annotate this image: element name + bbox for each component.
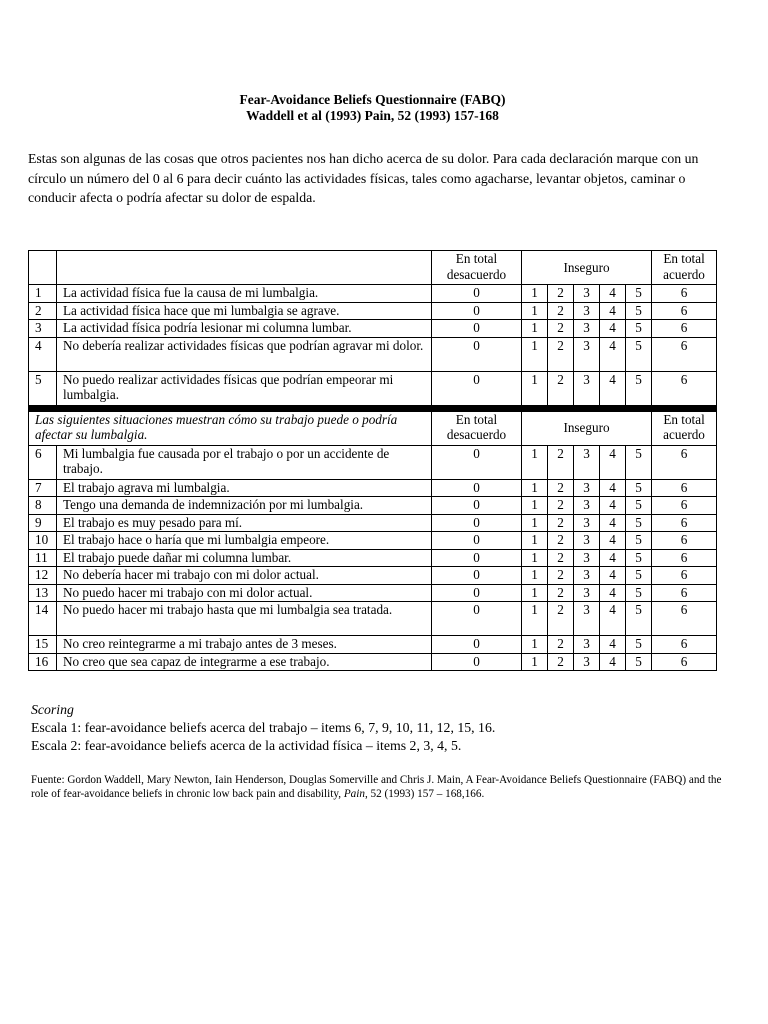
instructions-paragraph: Estas son algunas de las cosas que otros pacientes nos han dicho acerca de su dolor. Para cada declaración marque con un círculo un número del 0 al 6 para decir cuánto las actividades físicas, tales como agacharse, levantar objetos, caminar o conducir afecta o podría afectar su dolor de espalda.	[28, 151, 699, 205]
scale-option-0[interactable]: 0	[432, 479, 522, 497]
question-number: 15	[29, 636, 57, 654]
scale-option-4[interactable]: 4	[600, 514, 626, 532]
scoring-section	[31, 701, 495, 755]
scale-option-3[interactable]: 3	[574, 532, 600, 550]
scale-option-4[interactable]: 4	[600, 653, 626, 671]
scale-option-3[interactable]: 3	[574, 567, 600, 585]
title-line-2: Waddell et al (1993) Pain, 52 (1993) 157-168	[246, 108, 499, 123]
scale-option-6[interactable]: 6	[652, 497, 717, 515]
scale-option-5[interactable]: 5	[626, 636, 652, 654]
scale-option-0[interactable]: 0	[432, 584, 522, 602]
question-text: La actividad física hace que mi lumbalgia se agrave.	[57, 302, 432, 320]
title-line-1: Fear-Avoidance Beliefs Questionnaire (FABQ)	[239, 92, 506, 107]
scale-option-2[interactable]: 2	[548, 514, 574, 532]
scale-option-2[interactable]: 2	[548, 337, 574, 371]
scale-option-5[interactable]: 5	[626, 532, 652, 550]
scale-option-0[interactable]: 0	[432, 549, 522, 567]
scale-option-0[interactable]: 0	[432, 636, 522, 654]
scale-option-2[interactable]: 2	[548, 636, 574, 654]
column-header-disagree: En total desacuerdo	[432, 251, 522, 285]
scale-option-3[interactable]: 3	[574, 653, 600, 671]
question-row	[29, 337, 717, 371]
question-text: El trabajo es muy pesado para mí.	[57, 514, 432, 532]
scale-option-4[interactable]: 4	[600, 320, 626, 338]
scale-option-6[interactable]: 6	[652, 514, 717, 532]
question-number: 5	[29, 371, 57, 405]
scale-option-1[interactable]: 1	[522, 636, 548, 654]
scale-option-4[interactable]: 4	[600, 445, 626, 479]
scale-option-1[interactable]: 1	[522, 549, 548, 567]
column-header-agree: En total acuerdo	[652, 251, 717, 285]
question-number: 14	[29, 602, 57, 636]
column-header-unsure: Inseguro	[522, 411, 652, 445]
question-row	[29, 532, 717, 550]
question-number: 10	[29, 532, 57, 550]
question-number: 9	[29, 514, 57, 532]
scale-option-4[interactable]: 4	[600, 479, 626, 497]
question-row	[29, 567, 717, 585]
scale-option-1[interactable]: 1	[522, 337, 548, 371]
question-row	[29, 584, 717, 602]
question-row	[29, 602, 717, 636]
scale-option-4[interactable]: 4	[600, 584, 626, 602]
citation-details: , 52 (1993) 157 – 168,166.	[364, 788, 485, 800]
scale-option-1[interactable]: 1	[522, 320, 548, 338]
scale-option-3[interactable]: 3	[574, 337, 600, 371]
scale-option-4[interactable]: 4	[600, 602, 626, 636]
scale-option-3[interactable]: 3	[574, 584, 600, 602]
question-number: 4	[29, 337, 57, 371]
question-row	[29, 320, 717, 338]
question-number: 6	[29, 445, 57, 479]
scale-option-6[interactable]: 6	[652, 302, 717, 320]
scale-option-3[interactable]: 3	[574, 636, 600, 654]
question-row	[29, 514, 717, 532]
question-text: El trabajo hace o haría que mi lumbalgia empeore.	[57, 532, 432, 550]
number-header-cell	[29, 251, 57, 285]
question-text: No debería hacer mi trabajo con mi dolor actual.	[57, 567, 432, 585]
scale-option-1[interactable]: 1	[522, 602, 548, 636]
scale-option-4[interactable]: 4	[600, 371, 626, 405]
scale-option-2[interactable]: 2	[548, 602, 574, 636]
citation-text: Fuente: Gordon Waddell, Mary Newton, Iain Henderson, Douglas Somerville and Chris J. Main, A Fear-Avoidance Beliefs Questionnaire (FABQ) and the role of fear-avoidance beliefs in chronic low back pain and disability,	[31, 774, 722, 800]
scale-option-5[interactable]: 5	[626, 514, 652, 532]
scale-option-2[interactable]: 2	[548, 549, 574, 567]
scale-option-4[interactable]: 4	[600, 302, 626, 320]
question-number: 13	[29, 584, 57, 602]
scale-option-4[interactable]: 4	[600, 549, 626, 567]
question-text: La actividad física podría lesionar mi columna lumbar.	[57, 320, 432, 338]
document-title	[0, 92, 745, 124]
scale-option-6[interactable]: 6	[652, 320, 717, 338]
scale-option-3[interactable]: 3	[574, 302, 600, 320]
question-row	[29, 636, 717, 654]
scale-option-4[interactable]: 4	[600, 532, 626, 550]
scale-option-6[interactable]: 6	[652, 532, 717, 550]
table-header-row	[29, 251, 717, 285]
scale-option-2[interactable]: 2	[548, 285, 574, 303]
scale-option-5[interactable]: 5	[626, 602, 652, 636]
scale-option-3[interactable]: 3	[574, 445, 600, 479]
fabq-questionnaire-table	[28, 250, 717, 671]
scoring-label: Scoring	[31, 702, 74, 717]
scale-option-0[interactable]: 0	[432, 602, 522, 636]
column-header-unsure: Inseguro	[522, 251, 652, 285]
column-header-disagree: En total desacuerdo	[432, 411, 522, 445]
scale-option-3[interactable]: 3	[574, 479, 600, 497]
question-number: 11	[29, 549, 57, 567]
question-row	[29, 479, 717, 497]
question-text: La actividad física fue la causa de mi lumbalgia.	[57, 285, 432, 303]
question-row	[29, 285, 717, 303]
scale-option-0[interactable]: 0	[432, 371, 522, 405]
scoring-scale-1: Escala 1: fear-avoidance beliefs acerca del trabajo – items 6, 7, 9, 10, 11, 12, 15, 16.	[31, 720, 496, 735]
question-text: Mi lumbalgia fue causada por el trabajo o por un accidente de trabajo.	[57, 445, 432, 479]
scale-option-0[interactable]: 0	[432, 532, 522, 550]
scale-option-5[interactable]: 5	[626, 497, 652, 515]
scale-option-5[interactable]: 5	[626, 302, 652, 320]
statement-header-cell	[57, 251, 432, 285]
scale-option-0[interactable]: 0	[432, 497, 522, 515]
scale-option-6[interactable]: 6	[652, 549, 717, 567]
scale-option-2[interactable]: 2	[548, 371, 574, 405]
scale-option-0[interactable]: 0	[432, 514, 522, 532]
scale-option-3[interactable]: 3	[574, 285, 600, 303]
scale-option-1[interactable]: 1	[522, 302, 548, 320]
question-text: No puedo hacer mi trabajo con mi dolor actual.	[57, 584, 432, 602]
scale-option-6[interactable]: 6	[652, 567, 717, 585]
scale-option-4[interactable]: 4	[600, 567, 626, 585]
scale-option-5[interactable]: 5	[626, 337, 652, 371]
scale-option-1[interactable]: 1	[522, 584, 548, 602]
scale-option-2[interactable]: 2	[548, 320, 574, 338]
scale-option-0[interactable]: 0	[432, 320, 522, 338]
scale-option-6[interactable]: 6	[652, 653, 717, 671]
work-section-heading: Las siguientes situaciones muestran cómo su trabajo puede o podría afectar su lumbalgia.	[29, 411, 432, 445]
scale-option-1[interactable]: 1	[522, 497, 548, 515]
question-text: No puedo realizar actividades físicas que podrían empeorar mi lumbalgia.	[57, 371, 432, 405]
scale-option-5[interactable]: 5	[626, 320, 652, 338]
question-row	[29, 302, 717, 320]
question-text: El trabajo agrava mi lumbalgia.	[57, 479, 432, 497]
scale-option-2[interactable]: 2	[548, 445, 574, 479]
work-section-header-row	[29, 411, 717, 445]
scale-option-4[interactable]: 4	[600, 636, 626, 654]
scale-option-1[interactable]: 1	[522, 532, 548, 550]
scale-option-0[interactable]: 0	[432, 285, 522, 303]
scale-option-3[interactable]: 3	[574, 602, 600, 636]
scale-option-6[interactable]: 6	[652, 371, 717, 405]
citation-journal: Pain	[343, 788, 365, 800]
scale-option-6[interactable]: 6	[652, 445, 717, 479]
scale-option-5[interactable]: 5	[626, 445, 652, 479]
question-row	[29, 497, 717, 515]
scale-option-5[interactable]: 5	[626, 653, 652, 671]
question-number: 12	[29, 567, 57, 585]
scale-option-1[interactable]: 1	[522, 514, 548, 532]
scale-option-1[interactable]: 1	[522, 371, 548, 405]
scale-option-1[interactable]: 1	[522, 653, 548, 671]
scale-option-4[interactable]: 4	[600, 285, 626, 303]
question-text: No debería realizar actividades físicas que podrían agravar mi dolor.	[57, 337, 432, 371]
question-text: No creo reintegrarme a mi trabajo antes de 3 meses.	[57, 636, 432, 654]
source-citation	[31, 773, 736, 801]
question-number: 7	[29, 479, 57, 497]
question-row	[29, 653, 717, 671]
scale-option-0[interactable]: 0	[432, 337, 522, 371]
question-number: 2	[29, 302, 57, 320]
scale-option-1[interactable]: 1	[522, 445, 548, 479]
question-text: Tengo una demanda de indemnización por mi lumbalgia.	[57, 497, 432, 515]
question-number: 16	[29, 653, 57, 671]
question-row	[29, 445, 717, 479]
scale-option-0[interactable]: 0	[432, 302, 522, 320]
question-text: No creo que sea capaz de integrarme a ese trabajo.	[57, 653, 432, 671]
scale-option-6[interactable]: 6	[652, 479, 717, 497]
scale-option-5[interactable]: 5	[626, 567, 652, 585]
scale-option-2[interactable]: 2	[548, 567, 574, 585]
scale-option-4[interactable]: 4	[600, 337, 626, 371]
scale-option-5[interactable]: 5	[626, 371, 652, 405]
scale-option-6[interactable]: 6	[652, 285, 717, 303]
question-text: No puedo hacer mi trabajo hasta que mi lumbalgia sea tratada.	[57, 602, 432, 636]
scale-option-3[interactable]: 3	[574, 497, 600, 515]
scale-option-0[interactable]: 0	[432, 445, 522, 479]
scale-option-2[interactable]: 2	[548, 532, 574, 550]
scale-option-3[interactable]: 3	[574, 514, 600, 532]
question-number: 8	[29, 497, 57, 515]
scale-option-5[interactable]: 5	[626, 549, 652, 567]
question-row	[29, 371, 717, 405]
question-number: 3	[29, 320, 57, 338]
scale-option-6[interactable]: 6	[652, 337, 717, 371]
scale-option-2[interactable]: 2	[548, 497, 574, 515]
scale-option-2[interactable]: 2	[548, 479, 574, 497]
scale-option-6[interactable]: 6	[652, 584, 717, 602]
scale-option-2[interactable]: 2	[548, 653, 574, 671]
scale-option-0[interactable]: 0	[432, 653, 522, 671]
question-number: 1	[29, 285, 57, 303]
column-header-agree: En total acuerdo	[652, 411, 717, 445]
scale-option-5[interactable]: 5	[626, 584, 652, 602]
question-text: El trabajo puede dañar mi columna lumbar.	[57, 549, 432, 567]
scale-option-2[interactable]: 2	[548, 584, 574, 602]
scale-option-1[interactable]: 1	[522, 285, 548, 303]
scale-option-3[interactable]: 3	[574, 371, 600, 405]
scale-option-3[interactable]: 3	[574, 549, 600, 567]
scale-option-6[interactable]: 6	[652, 602, 717, 636]
scale-option-0[interactable]: 0	[432, 567, 522, 585]
scale-option-3[interactable]: 3	[574, 320, 600, 338]
scale-option-5[interactable]: 5	[626, 285, 652, 303]
scale-option-5[interactable]: 5	[626, 479, 652, 497]
scale-option-1[interactable]: 1	[522, 567, 548, 585]
scale-option-6[interactable]: 6	[652, 636, 717, 654]
scale-option-4[interactable]: 4	[600, 497, 626, 515]
scale-option-2[interactable]: 2	[548, 302, 574, 320]
question-row	[29, 549, 717, 567]
scoring-scale-2: Escala 2: fear-avoidance beliefs acerca de la actividad física – items 2, 3, 4, 5.	[31, 738, 462, 753]
scale-option-1[interactable]: 1	[522, 479, 548, 497]
